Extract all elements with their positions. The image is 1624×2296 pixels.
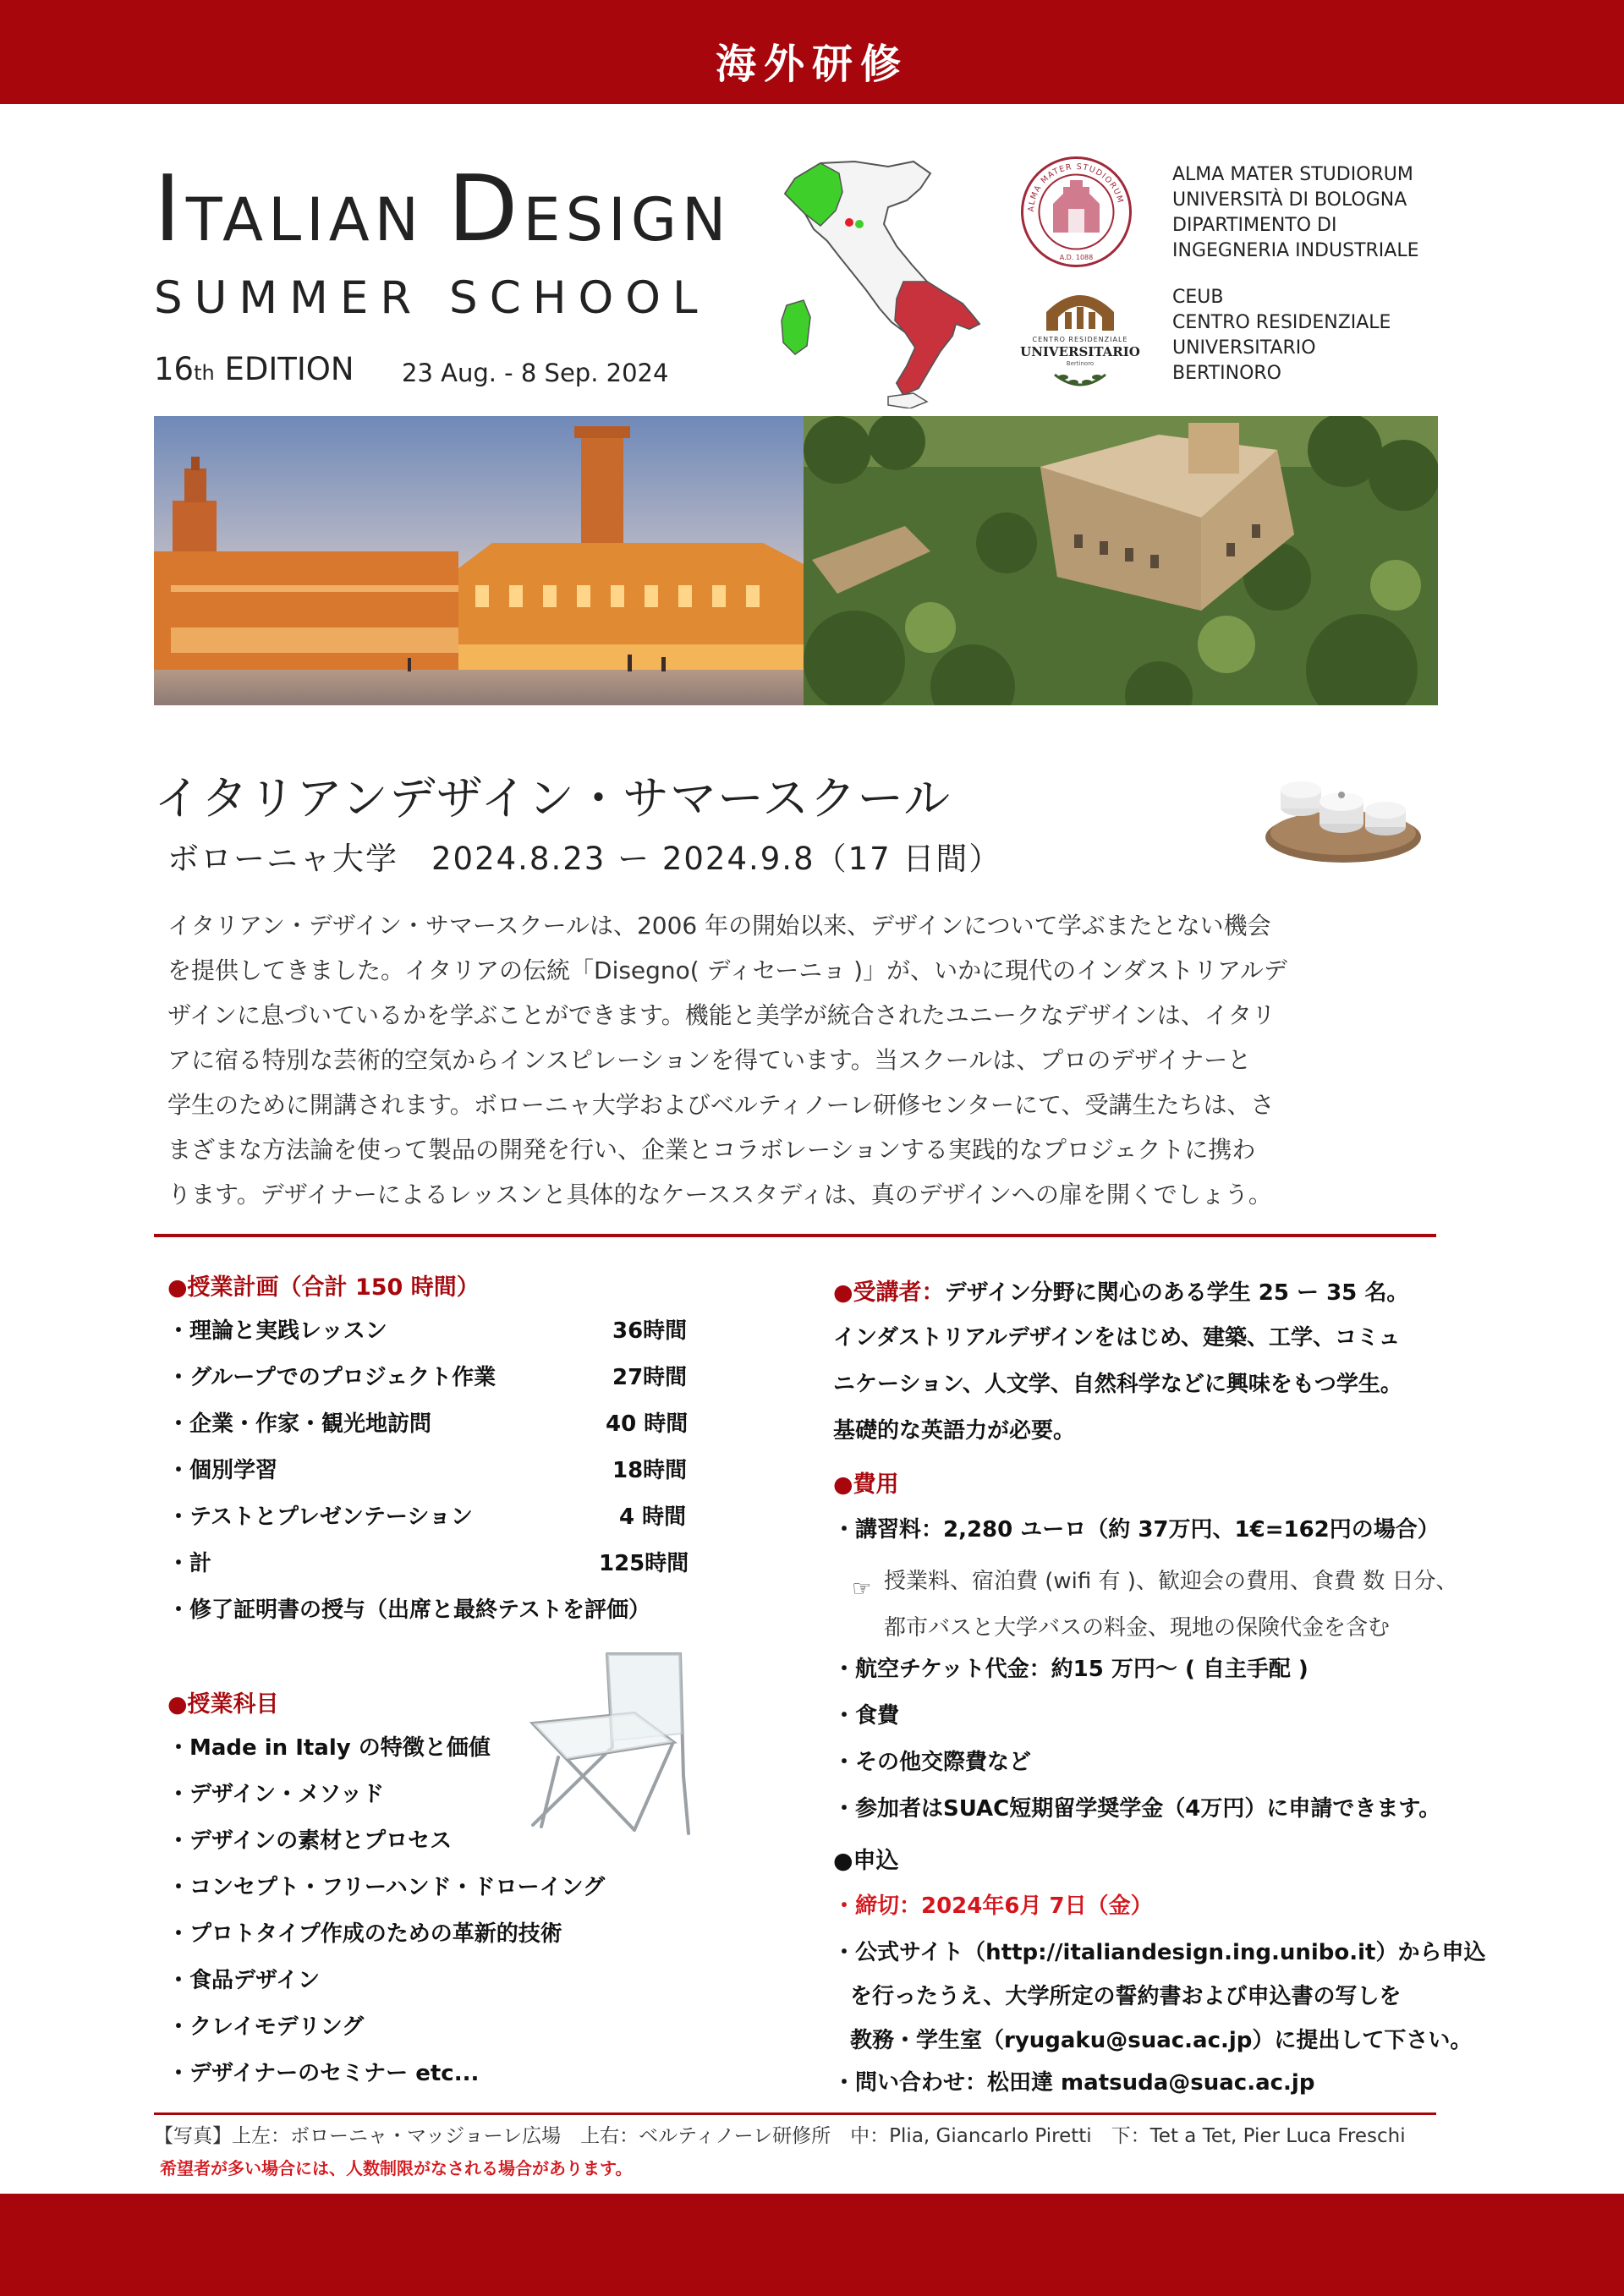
participants-line: ニケーション、人文学、自然科学などに興味をもつ学生。 xyxy=(833,1372,1402,1397)
participants-block xyxy=(833,1274,1408,1460)
bertinoro-residence-photo xyxy=(804,416,1438,705)
edition-suffix: th xyxy=(194,361,215,385)
costs-heading: ●費用 xyxy=(833,1471,899,1498)
intro-line: ります。デザイナーによるレッスンと具体的なケーススタディは、真のデザインへの扉を開くでしょう。 xyxy=(167,1181,1272,1208)
unibo-line: UNIVERSITÀ DI BOLOGNA xyxy=(1172,189,1407,211)
italy-map xyxy=(761,155,990,408)
intro-line: を提供してきました。イタリアの伝統「Disegno( ディセーニョ )」が、いかに現代のインダストリアルデ xyxy=(167,956,1287,984)
pointing-hand-icon: ☞ xyxy=(852,1576,872,1602)
title-word-talian: TALIAN xyxy=(185,185,424,255)
bologna-marker xyxy=(845,218,853,227)
participants-line xyxy=(833,1274,1408,1320)
cost-item: ・航空チケット代金：約15 万円〜 ( 自主手配 ) xyxy=(833,1657,1309,1682)
bologna-piazza-photo xyxy=(154,416,804,705)
instruction-line: 教務・学生室（ryugaku@suac.ac.jp）に提出して下さい。 xyxy=(850,2028,1473,2053)
schedule-heading: ●授業計画（合計 150 時間） xyxy=(167,1274,480,1301)
apply-heading: ●申込 xyxy=(833,1848,899,1874)
program-dates: 23 Aug. - 8 Sep. 2024 xyxy=(402,359,669,387)
subject-item: ・食品デザイン xyxy=(167,1968,321,1993)
title-word-esign: ESIGN xyxy=(523,185,732,255)
schedule-hours: 36時間 xyxy=(612,1318,688,1344)
course-subtitle-jp: ボローニャ大学 2024.8.23 ー 2024.9.8（17 日間） xyxy=(167,841,1002,877)
banner-title: 海外研修 xyxy=(715,41,908,88)
schedule-label: ・グループでのプロジェクト作業 xyxy=(167,1365,497,1390)
edition-word: EDITION xyxy=(224,351,354,387)
unibo-partner-text xyxy=(1172,162,1419,264)
subject-item: ・デザインの素材とプロセス xyxy=(167,1828,453,1854)
plia-chair-image xyxy=(508,1649,702,1844)
ceub-line: CENTRO RESIDENZIALE xyxy=(1172,312,1391,333)
edition-label xyxy=(154,351,354,387)
ceub-partner-text xyxy=(1172,285,1391,386)
instruction-line: ・公式サイト（http://italiandesign.ing.unibo.it）から申込 xyxy=(833,1940,1486,1965)
program-title xyxy=(154,156,731,262)
bertinoro-marker xyxy=(855,220,864,228)
subject-item: ・Made in Italy の特徴と価値 xyxy=(167,1735,491,1761)
other-costs-list xyxy=(833,1652,1440,1838)
schedule-label: ・理論と実践レッスン xyxy=(167,1318,387,1344)
includes-line: 都市バスと大学バスの料金、現地の保険代金を含む xyxy=(884,1615,1391,1641)
schedule-row xyxy=(167,1313,688,1360)
subjects-heading: ●授業科目 xyxy=(167,1691,279,1718)
ceub-line: BERTINORO xyxy=(1172,363,1281,384)
sicily-island xyxy=(888,393,927,408)
schedule-hours: 27時間 xyxy=(612,1365,688,1390)
seal-ring-text: ALMA MATER STUDIORUM xyxy=(1026,162,1126,212)
schedule-row xyxy=(167,1499,687,1546)
edition-number: 16 xyxy=(154,351,195,387)
ceub-logo xyxy=(1011,282,1150,394)
ceub-logo-big: UNIVERSITARIO xyxy=(1020,344,1140,359)
title-initial-i: I xyxy=(154,156,186,262)
schedule-label: ・計 xyxy=(167,1551,212,1576)
ceub-line: CEUB xyxy=(1172,287,1224,308)
contact-line: ・問い合わせ：松田達 matsuda@suac.ac.jp xyxy=(833,2070,1315,2096)
photo-caption: 【写真】上左：ボローニャ・マッジョーレ広場 上右：ベルティノーレ研修所 中：Plia, Giancarlo Piretti 下：Tet a Tet, Pier Luca Freschi xyxy=(154,2125,1406,2147)
apply-instructions xyxy=(833,1935,1485,2067)
schedule-row xyxy=(167,1546,689,1592)
deadline-line: ・締切：2024年6月 7日（金） xyxy=(833,1893,1153,1919)
intro-line: アに宿る特別な芸術的空気からインスピレーションを得ています。当スクールは、プロのデザイナーと xyxy=(167,1046,1252,1074)
schedule-hours: 40 時間 xyxy=(606,1411,689,1437)
section-divider xyxy=(154,1234,1436,1237)
intro-line: ザインに息づいているかを学ぶことができます。機能と美学が統合されたユニークなデザインは、イタリ xyxy=(167,1001,1276,1029)
subject-item: ・プロトタイプ作成のための革新的技術 xyxy=(167,1921,562,1947)
seal-year: A.D. 1088 xyxy=(1059,254,1094,261)
ceub-line: UNIVERSITARIO xyxy=(1172,337,1316,359)
ceub-logo-small: CENTRO RESIDENZIALE xyxy=(1032,336,1128,343)
cost-item: ・参加者はSUAC短期留学奨学金（4万円）に申請できます。 xyxy=(833,1796,1441,1822)
tuition-line: ・講習料：2,280 ユーロ（約 37万円、1€=162円の場合） xyxy=(833,1517,1440,1543)
participants-line: 基礎的な英語力が必要。 xyxy=(833,1418,1076,1444)
unibo-seal-logo xyxy=(1019,155,1133,269)
title-initial-d: D xyxy=(447,156,524,262)
participants-heading: ●受講者： xyxy=(833,1280,945,1306)
schedule-row xyxy=(167,1406,689,1453)
certificate-note: ・修了証明書の授与（出席と最終テストを評価） xyxy=(167,1597,650,1623)
ceub-logo-place: Bertinoro xyxy=(1066,360,1095,367)
unibo-line: DIPARTIMENTO DI xyxy=(1172,215,1337,236)
intro-line: まざまな方法論を使って製品の開発を行い、企業とコラボレーションする実践的なプロジェクトに携わ xyxy=(167,1136,1256,1164)
course-intro xyxy=(167,903,1440,1217)
footer-divider xyxy=(154,2112,1436,2115)
schedule-hours: 18時間 xyxy=(612,1458,688,1483)
schedule-label: ・個別学習 xyxy=(167,1458,278,1483)
intro-line: 学生のために開講されます。ボローニャ大学およびベルティノーレ研修センターにて、受講生たちは、さ xyxy=(167,1091,1275,1119)
program-subtitle: SUMMER SCHOOL xyxy=(154,272,710,324)
schedule-label: ・テストとプレゼンテーション xyxy=(167,1504,473,1530)
unibo-line: INGEGNERIA INDUSTRIALE xyxy=(1172,240,1419,261)
south-italy-region xyxy=(895,282,979,395)
schedule-row xyxy=(167,1360,688,1406)
subject-item: ・クレイモデリング xyxy=(167,2014,365,2040)
sardinia-island xyxy=(782,300,810,354)
cost-item: ・その他交際費など xyxy=(833,1750,1032,1775)
schedule-hours: 4 時間 xyxy=(619,1504,687,1530)
schedule-label: ・企業・作家・観光地訪問 xyxy=(167,1411,432,1437)
course-title-jp: イタリアンデザイン・サマースクール xyxy=(154,771,952,825)
subject-item: ・デザイナーのセミナー etc... xyxy=(167,2061,480,2086)
instruction-line: を行ったうえ、大学所定の誓約書および申込書の写しを xyxy=(850,1984,1402,2009)
schedule-hours: 125時間 xyxy=(599,1551,689,1576)
schedule-row xyxy=(167,1453,688,1499)
tet-a-tet-product-image xyxy=(1250,761,1424,875)
cost-item: ・食費 xyxy=(833,1703,900,1729)
includes-line: 授業料、宿泊費 (wifi 有 )、歓迎会の費用、食費 数 日分、 xyxy=(884,1569,1458,1594)
schedule-list xyxy=(167,1313,689,1639)
participants-text: デザイン分野に関心のある学生 25 ー 35 名。 xyxy=(944,1280,1409,1306)
subject-item: ・コンセプト・フリーハンド・ドローイング xyxy=(167,1875,606,1900)
unibo-line: ALMA MATER STUDIORUM xyxy=(1172,164,1413,185)
capacity-note: 希望者が多い場合には、人数制限がなされる場合があります。 xyxy=(160,2158,633,2178)
tuition-includes xyxy=(884,1559,1457,1652)
bottom-banner xyxy=(0,2194,1624,2296)
intro-line: イタリアン・デザイン・サマースクールは、2006 年の開始以来、デザインについて学ぶまたとない機会 xyxy=(167,912,1271,940)
subject-item: ・デザイン・メソッド xyxy=(167,1782,385,1807)
participants-line: インダストリアルデザインをはじめ、建築、工学、コミュ xyxy=(833,1325,1401,1351)
